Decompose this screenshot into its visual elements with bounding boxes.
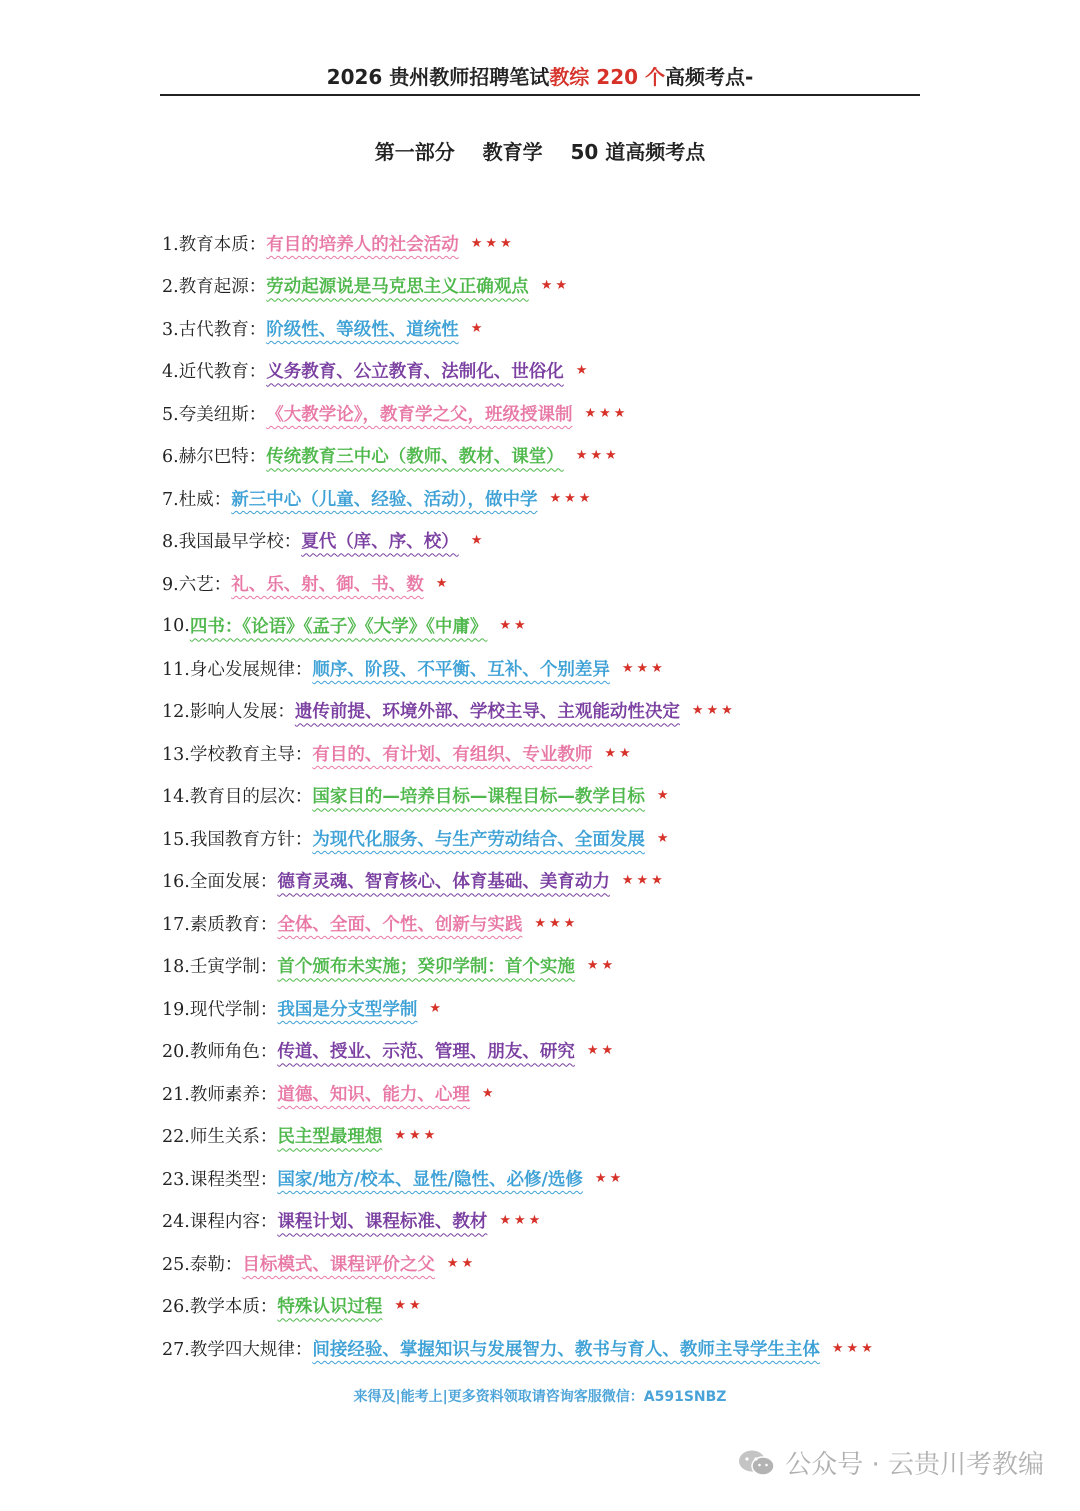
item-term: 3.古代教育：: [162, 319, 267, 340]
importance-stars: ★: [470, 533, 486, 549]
importance-stars: ★★★: [621, 660, 666, 676]
item-term: 10.: [162, 615, 190, 636]
item-term: 20.教师角色：: [162, 1042, 278, 1063]
item-term: 5.夸美纽斯：: [162, 404, 267, 425]
list-item: [162, 902, 942, 945]
importance-stars: ★★: [586, 1043, 617, 1059]
item-content: 夏代（庠、序、校）: [301, 532, 459, 553]
item-term: 26.教学本质：: [162, 1297, 278, 1318]
importance-stars: ★★: [586, 958, 617, 974]
item-term: 17.素质教育：: [162, 914, 278, 935]
item-term: 25.泰勒：: [162, 1254, 243, 1275]
item-content: 课程计划、课程标准、教材: [277, 1212, 488, 1233]
importance-stars: ★★: [394, 1298, 424, 1314]
list-item: [162, 1072, 942, 1115]
item-term: 1.教育本质：: [162, 234, 267, 255]
item-term: 15.我国教育方针：: [162, 829, 313, 850]
list-item: [162, 1200, 942, 1243]
list-item: [162, 1242, 942, 1285]
item-term: 12.影响人发展：: [162, 702, 295, 723]
item-term: 8.我国最早学校：: [162, 532, 302, 553]
importance-stars: ★: [575, 363, 591, 379]
item-content: 阶级性、等级性、道统性: [266, 319, 459, 340]
item-content: 有目的培养人的社会活动: [266, 234, 459, 255]
item-content: 《大教学论》，教育学之父，班级授课制: [266, 404, 573, 425]
importance-stars: ★★★: [584, 405, 629, 421]
item-term: 9.六艺：: [162, 574, 232, 595]
list-item: [162, 945, 942, 988]
importance-stars: ★: [435, 575, 451, 591]
list-item: [162, 1115, 942, 1158]
list-item: [162, 647, 942, 690]
item-term: 13.学校教育主导：: [162, 744, 313, 765]
item-term: 18.壬寅学制：: [162, 957, 278, 978]
item-content: 新三中心（儿童、经验、活动），做中学: [231, 489, 538, 510]
list-item: [162, 605, 942, 648]
importance-stars: ★★★: [534, 915, 579, 931]
list-item: [162, 562, 942, 605]
section-title: 第一部分 教育学 50 道高频考点: [374, 140, 706, 164]
item-content: 四书：《论语》《孟子》《大学》《中庸》: [189, 617, 488, 638]
list-item: [162, 435, 942, 478]
header-title-post: 高频考点-: [665, 65, 754, 89]
item-term: 7.杜威：: [162, 489, 232, 510]
list-item: [162, 307, 942, 350]
item-content: 我国是分支型学制: [277, 999, 418, 1020]
list-item: [162, 520, 942, 563]
item-content: 民主型最理想: [277, 1127, 383, 1148]
header-title-pre: 2026 贵州教师招聘笔试: [326, 65, 550, 89]
item-content: 目标模式、课程评价之父: [242, 1254, 435, 1275]
item-term: 23.课程类型：: [162, 1169, 278, 1190]
importance-stars: ★★★: [691, 703, 736, 719]
item-content: 全体、全面、个性、创新与实践: [277, 914, 523, 935]
list-item: [162, 732, 942, 775]
list-item: [162, 1285, 942, 1328]
item-content: 礼、乐、射、御、书、数: [231, 574, 424, 595]
item-content: 德育灵魂、智育核心、体育基础、美育动力: [277, 872, 610, 893]
item-content: 顺序、阶段、不平衡、互补、个别差异: [312, 659, 610, 680]
item-content: 国家目的—培养目标—课程目标—教学目标: [312, 787, 645, 808]
watermark-text: 公众号 · 云贵川考教编: [785, 1450, 1044, 1480]
list-item: [162, 477, 942, 520]
item-term: 14.教育目的层次：: [162, 787, 313, 808]
item-content: 为现代化服务、与生产劳动结合、全面发展: [312, 829, 645, 850]
item-term: 16.全面发展：: [162, 872, 278, 893]
footer-contact: 来得及|能考上|更多资料领取请咨询客服微信：A591SNBZ: [353, 1389, 727, 1405]
item-content: 遗传前提、环境外部、学校主导、主观能动性决定: [294, 702, 680, 723]
importance-stars: ★★: [540, 278, 571, 294]
list-item: [162, 392, 942, 435]
item-content: 劳动起源说是马克思主义正确观点: [266, 277, 529, 298]
item-term: 22.师生关系：: [162, 1127, 278, 1148]
list-item: [162, 690, 942, 733]
item-content: 首个颁布未实施；癸卯学制：首个实施: [277, 957, 575, 978]
importance-stars: ★: [470, 320, 486, 336]
item-term: 27.教学四大规律：: [162, 1339, 313, 1360]
list-item: [162, 860, 942, 903]
item-term: 6.赫尔巴特：: [162, 447, 267, 468]
item-term: 19.现代学制：: [162, 999, 278, 1020]
list-item: [162, 1030, 942, 1073]
wechat-watermark: [737, 1444, 1044, 1481]
importance-stars: ★★★: [499, 1213, 544, 1229]
item-content: 特殊认识过程: [277, 1297, 383, 1318]
importance-stars: ★★★: [549, 490, 594, 506]
importance-stars: ★: [656, 788, 672, 804]
item-content: 道德、知识、能力、心理: [277, 1084, 470, 1105]
item-term: 4.近代教育：: [162, 362, 267, 383]
importance-stars: ★★★: [394, 1128, 439, 1144]
item-content: 传统教育三中心（教师、教材、课堂）: [266, 447, 564, 468]
importance-stars: ★★: [499, 618, 529, 634]
list-item: [162, 265, 942, 308]
header-title-highlight: 教综 220 个: [549, 65, 665, 89]
importance-stars: ★★★: [831, 1340, 876, 1356]
list-item: [162, 350, 942, 393]
item-term: 2.教育起源：: [162, 277, 267, 298]
list-item: [162, 775, 942, 818]
item-content: 国家/地方/校本、显性/隐性、必修/选修: [277, 1169, 583, 1190]
importance-stars: ★★: [446, 1255, 477, 1271]
item-term: 21.教师素养：: [162, 1084, 278, 1105]
importance-stars: ★: [429, 1000, 444, 1016]
list-item: [162, 817, 942, 860]
importance-stars: ★: [656, 830, 672, 846]
list-item: [162, 1327, 942, 1370]
importance-stars: ★★: [594, 1170, 625, 1186]
document-header: [160, 62, 920, 96]
item-content: 间接经验、掌握知识与发展智力、教书与育人、教师主导学生主体: [312, 1339, 820, 1360]
importance-stars: ★★★: [470, 235, 515, 251]
list-item: [162, 987, 942, 1030]
item-content: 传道、授业、示范、管理、朋友、研究: [277, 1042, 575, 1063]
list-item: [162, 222, 942, 265]
wechat-icon: [737, 1448, 777, 1478]
item-content: 有目的、有计划、有组织、专业教师: [312, 744, 593, 765]
item-term: 24.课程内容：: [162, 1212, 278, 1233]
key-points-list: [162, 222, 942, 1370]
importance-stars: ★★★: [575, 448, 620, 464]
list-item: [162, 1157, 942, 1200]
importance-stars: ★: [481, 1085, 497, 1101]
importance-stars: ★★★: [621, 873, 666, 889]
importance-stars: ★★: [604, 745, 634, 761]
item-content: 义务教育、公立教育、法制化、世俗化: [266, 362, 564, 383]
item-term: 11.身心发展规律：: [162, 659, 313, 680]
